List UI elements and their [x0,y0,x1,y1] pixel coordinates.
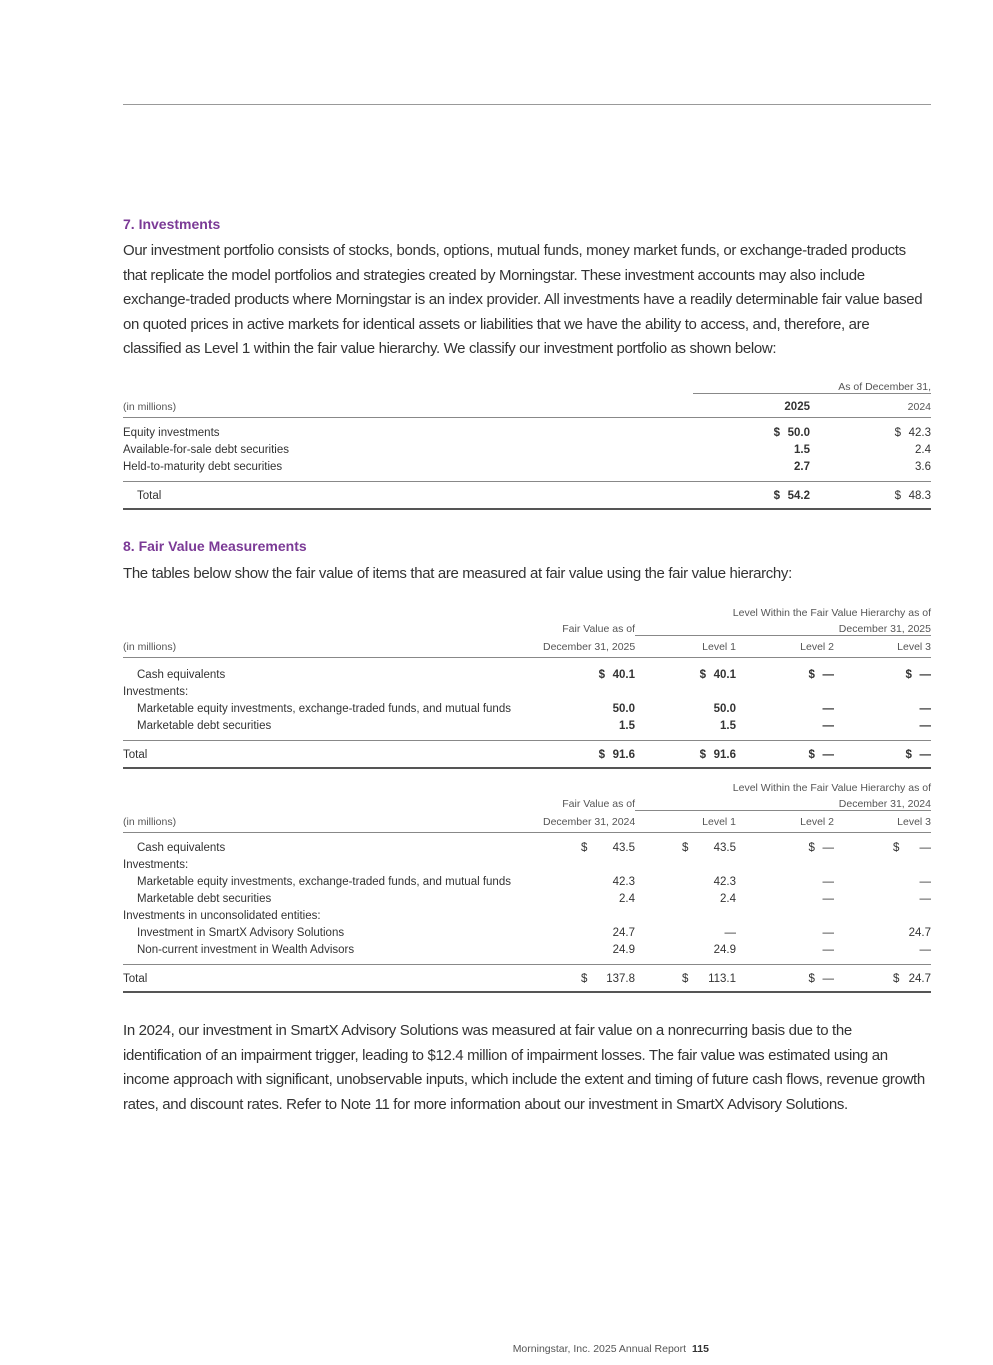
total-row: Total $ 54.2 $ 48.3 [123,481,931,509]
footer-text: Morningstar, Inc. 2025 Annual Report [512,1343,687,1355]
table-row: Available-for-sale debt securities 1.5 2.4 [123,444,932,456]
section-8-paragraph: The tables below show the fair value of items that are measured at fair value using the fair value hierarchy: [123,565,792,582]
total-row: Total $ 137.8 $ 113.1 $ — $ 24.7 [123,964,931,992]
page-footer [0,1343,709,1355]
total-row: Total $ 91.6 $ 91.6 $ — $ — [123,740,931,768]
section-7-paragraph: Our investment portfolio consists of stocks, bonds, options, mutual funds, money market funds, or exchange-traded products that replicate the model portfolios and strategies created by Morningstar. These investment accounts may also include exchange-traded products where Morningstar is an index provider. All investments have a readily determinable fair value based on quoted prices in active markets for identical assets or liabilities that we have the ability to access, and, therefore, are classified as Level 1 within the fair value hierarchy. We classify our investment portfolio as shown below: [123,242,923,357]
table-row: Cash equivalents $ 40.1 $ 40.1 $ — $ — [137,669,931,681]
closing-paragraph: In 2024, our investment in SmartX Advisory Solutions was measured at fair value on a nonrecurring basis due to the identification of an impairment trigger, leading to $12.4 million of impairment losses. The fair value was estimated using an income approach with significant, unobservable inputs, which include the extent and timing of future cash flows, revenue growth rates, and discount rates. Refer to Note 11 for more information about our investment in SmartX Advisory Solutions. [123,1022,925,1113]
units-label: (in millions) [123,393,693,417]
as-of-header: As of December 31, [693,376,931,393]
top-rule [123,104,931,105]
table-row: Marketable equity investments, exchange-traded funds, and mutual funds 50.0 50.0 — — [137,703,931,715]
table-row: Held-to-maturity debt securities 2.7 3.6 [123,461,932,473]
section-8-heading: 8. Fair Value Measurements [123,538,307,554]
section-7-heading: 7. Investments [123,216,221,232]
table-row: Marketable debt securities 1.5 1.5 — — [137,720,931,732]
table-row: Investments: [123,686,189,698]
investments-table [123,376,931,510]
col-2025-header: 2025 [693,393,810,417]
fair-value-table-2024: Level Within the Fair Value Hierarchy as of Fair Value as of December 31, 2024 (in millions) December 31, 2024 Level 1 Level 2 Level 3 Cash equivalents $ 43.5 $ 43.5 $ — $ — Investments: Marketable equity investments, exchange-traded funds, and mutual funds 42.3 42.3 — — Marketable debt securities 2.4 2.4 — — Investments in unconsolidated entities: Investment in SmartX Advisory Solutions 24.7 — — 24.7 Non-current investment in Wealth Advisors 24.9 24.9 — — Total $ 137.8 $ 113.1 $ — $ 24.7 [123,780,931,993]
col-2024-header: 2024 [810,393,931,417]
table-row: Investments: [123,859,189,871]
page-number: 115 [692,1343,709,1355]
table-row: Cash equivalents $ 43.5 $ 43.5 $ — $ — [137,842,931,854]
table-row: Investments in unconsolidated entities: [123,910,321,922]
table-row: Non-current investment in Wealth Advisors 24.9 24.9 — — [137,944,931,956]
table-row: Equity investments $ 50.0 $ 42.3 [123,427,932,439]
fair-value-table-2025: Level Within the Fair Value Hierarchy as of Fair Value as of December 31, 2025 (in millions) December 31, 2025 Level 1 Level 2 Level 3 Cash equivalents $ 40.1 $ 40.1 $ — $ — Investments: Marketable equity investments, exchange-traded funds, and mutual funds 50.0 50.0 — — Marketable debt securities 1.5 1.5 — — Total $ 91.6 $ 91.6 $ — $ — [123,605,931,769]
table-row: Investment in SmartX Advisory Solutions 24.7 — — 24.7 [137,927,931,939]
table-row: Marketable equity investments, exchange-traded funds, and mutual funds 42.3 42.3 — — [137,876,931,888]
table-row: Marketable debt securities 2.4 2.4 — — [137,893,931,905]
